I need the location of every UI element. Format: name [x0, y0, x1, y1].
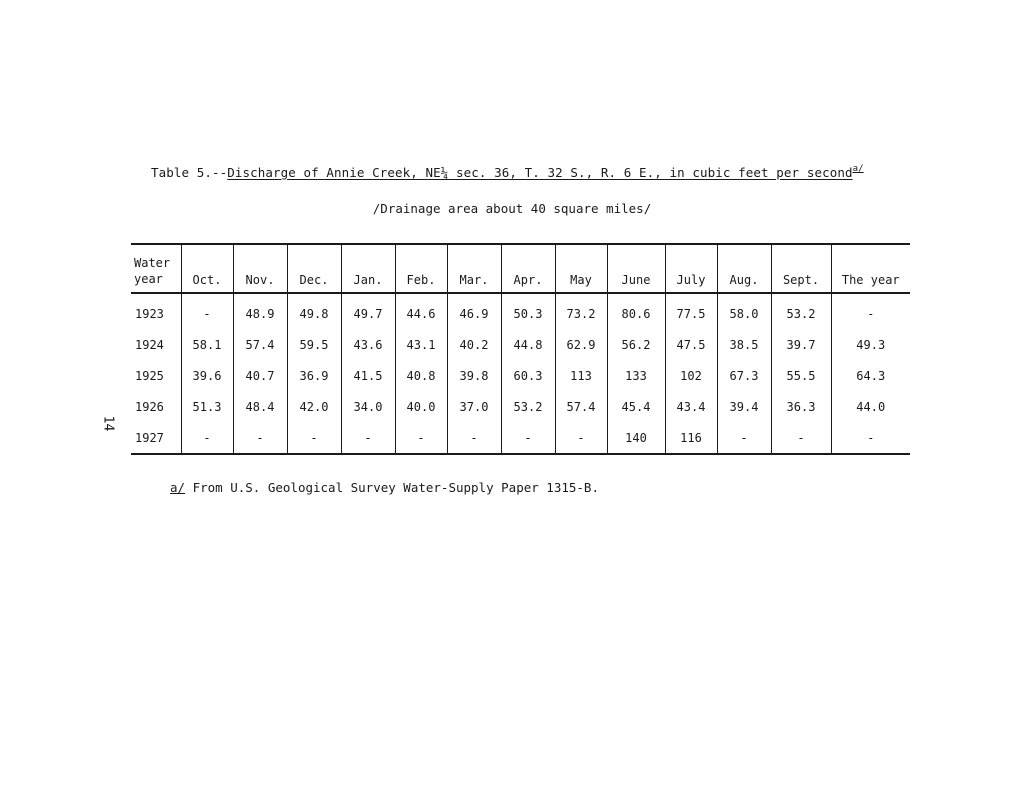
- discharge-cell: 73.2: [555, 293, 607, 329]
- discharge-cell: -: [395, 422, 447, 454]
- discharge-cell: 60.3: [501, 360, 555, 391]
- water-year-cell: 1925: [131, 360, 181, 391]
- discharge-cell: 48.9: [233, 293, 287, 329]
- column-header: May: [555, 244, 607, 293]
- footnote: [170, 480, 599, 495]
- page-number: 14: [100, 415, 116, 432]
- discharge-cell: 53.2: [501, 391, 555, 422]
- discharge-cell: 49.3: [856, 337, 886, 352]
- table-header-row: [131, 244, 910, 293]
- discharge-cell: 39.6: [181, 360, 233, 391]
- discharge-cell: 55.5: [771, 360, 831, 391]
- discharge-cell: 56.2: [607, 329, 665, 360]
- discharge-cell: 58.0: [717, 293, 771, 329]
- column-header: Feb.: [395, 244, 447, 293]
- discharge-cell: 40.7: [233, 360, 287, 391]
- discharge-cell: -: [867, 306, 875, 321]
- discharge-cell: 43.6: [341, 329, 395, 360]
- discharge-cell: -: [287, 422, 341, 454]
- table-row: [131, 422, 910, 454]
- title-prefix: Table 5.--: [151, 165, 228, 180]
- discharge-cell: -: [447, 422, 501, 454]
- column-header: The year: [831, 244, 910, 293]
- discharge-cell: 102: [665, 360, 717, 391]
- column-header: Oct.: [181, 244, 233, 293]
- water-year-cell: 1924: [131, 329, 181, 360]
- footnote-mark: a/: [170, 480, 186, 495]
- column-header: Aug.: [717, 244, 771, 293]
- discharge-cell: 49.8: [287, 293, 341, 329]
- discharge-cell: 46.9: [447, 293, 501, 329]
- discharge-cell: 39.7: [771, 329, 831, 360]
- column-header: Nov.: [233, 244, 287, 293]
- discharge-cell: 113: [555, 360, 607, 391]
- discharge-cell: 59.5: [287, 329, 341, 360]
- title-footnote-mark: a/: [852, 164, 864, 174]
- discharge-cell: 42.0: [287, 391, 341, 422]
- discharge-cell: 41.5: [341, 360, 395, 391]
- discharge-cell: -: [831, 422, 910, 454]
- discharge-cell: 64.3: [856, 368, 886, 383]
- discharge-cell: 51.3: [181, 391, 233, 422]
- discharge-cell: 44.8: [501, 329, 555, 360]
- discharge-cell: 80.6: [607, 293, 665, 329]
- discharge-cell: 43.4: [665, 391, 717, 422]
- column-header: July: [665, 244, 717, 293]
- discharge-cell: 133: [607, 360, 665, 391]
- discharge-cell: 34.0: [341, 391, 395, 422]
- column-header: Jan.: [341, 244, 395, 293]
- water-year-cell: 1927: [131, 422, 181, 454]
- discharge-cell: 45.4: [607, 391, 665, 422]
- table-row: [131, 391, 910, 422]
- discharge-cell: 116: [665, 422, 717, 454]
- discharge-cell: 47.5: [665, 329, 717, 360]
- discharge-cell: 50.3: [501, 293, 555, 329]
- discharge-cell: -: [555, 422, 607, 454]
- discharge-cell: 39.8: [447, 360, 501, 391]
- discharge-cell: 67.3: [717, 360, 771, 391]
- discharge-cell: -: [501, 422, 555, 454]
- discharge-cell: 39.4: [717, 391, 771, 422]
- column-header: Mar.: [447, 244, 501, 293]
- discharge-cell: 40.0: [395, 391, 447, 422]
- discharge-cell: 44.0: [856, 399, 886, 414]
- discharge-table: [131, 243, 910, 455]
- column-header: Apr.: [501, 244, 555, 293]
- discharge-cell: 77.5: [665, 293, 717, 329]
- water-year-cell: 1926: [131, 391, 181, 422]
- discharge-cell: -: [181, 293, 233, 329]
- discharge-cell: 40.2: [447, 329, 501, 360]
- table-row: [131, 329, 910, 360]
- discharge-cell: 36.9: [287, 360, 341, 391]
- discharge-cell: 140: [607, 422, 665, 454]
- discharge-cell: 36.3: [771, 391, 831, 422]
- table-row: [131, 360, 910, 391]
- discharge-cell: 37.0: [447, 391, 501, 422]
- discharge-cell: 62.9: [555, 329, 607, 360]
- table-title: [151, 164, 911, 180]
- discharge-cell: -: [771, 422, 831, 454]
- discharge-cell: 44.6: [395, 293, 447, 329]
- column-header: Dec.: [287, 244, 341, 293]
- discharge-cell: 48.4: [233, 391, 287, 422]
- water-year-cell: 1923: [131, 293, 181, 329]
- discharge-cell: 57.4: [233, 329, 287, 360]
- discharge-cell: 40.8: [395, 360, 447, 391]
- title-main: Discharge of Annie Creek, NE¼ sec. 36, T. 32 S., R. 6 E., in cubic feet per second: [227, 165, 853, 180]
- discharge-cell: -: [717, 422, 771, 454]
- discharge-cell: 49.7: [341, 293, 395, 329]
- discharge-cell: -: [233, 422, 287, 454]
- discharge-cell: 58.1: [181, 329, 233, 360]
- discharge-cell: 53.2: [771, 293, 831, 329]
- discharge-cell: 57.4: [555, 391, 607, 422]
- discharge-cell: 38.5: [717, 329, 771, 360]
- discharge-cell: -: [341, 422, 395, 454]
- discharge-cell: 43.1: [395, 329, 447, 360]
- discharge-cell: -: [181, 422, 233, 454]
- table-row: [131, 293, 910, 329]
- column-header: Sept.: [771, 244, 831, 293]
- footnote-text: From U.S. Geological Survey Water-Supply Paper 1315-B.: [185, 480, 599, 495]
- table-subtitle: /Drainage area about 40 square miles/: [372, 201, 652, 216]
- column-header: June: [607, 244, 665, 293]
- column-header: Water year: [131, 244, 181, 293]
